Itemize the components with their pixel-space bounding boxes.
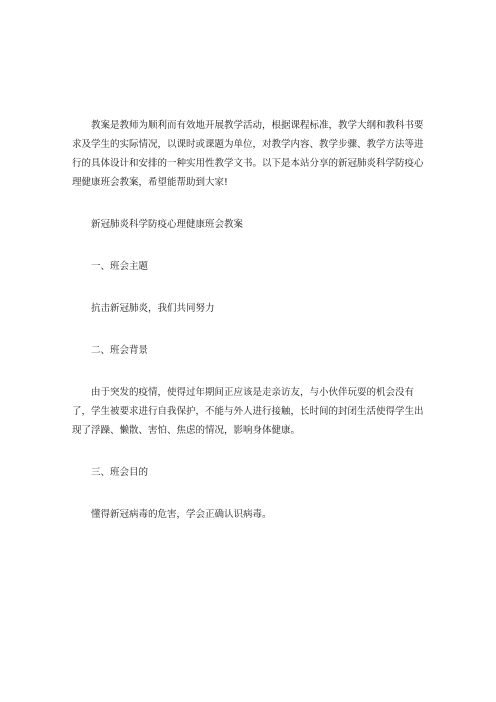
document-page [72, 116, 426, 524]
document-title: 新冠肺炎科学防疫心理健康班会教案 [91, 219, 244, 230]
section-body-purpose: 懂得新冠病毒的危害，学会正确认识病毒。 [91, 509, 272, 520]
intro-paragraph: 教案是教师为顺利而有效地开展教学活动，根据课程标准，教学大纲和教科书要求及学生的实际情况，以课时或课题为单位，对教学内容、教学步骤、教学方法等进行的具体设计和安排的一种实用性教学文书。以下是本站分享的新冠肺炎科学防疫心理健康班会教案，希望能帮助到大家! [72, 120, 424, 188]
section-heading-theme: 一、班会主题 [91, 261, 149, 272]
section-body-background: 由于突发的疫情，使得过年期间正应该是走亲访友，与小伙伴玩耍的机会没有了，学生被要求进行自我保护，不能与外人进行接触，长时间的封闭生活使得学生出现了浮躁、懒散、害怕、焦虑的情况，影响身体健康。 [72, 387, 424, 436]
section-body-theme: 抗击新冠肺炎，我们共同努力 [91, 303, 215, 314]
section-heading-purpose: 三、班会目的 [91, 467, 149, 478]
section-heading-background: 二、班会背景 [91, 345, 149, 356]
